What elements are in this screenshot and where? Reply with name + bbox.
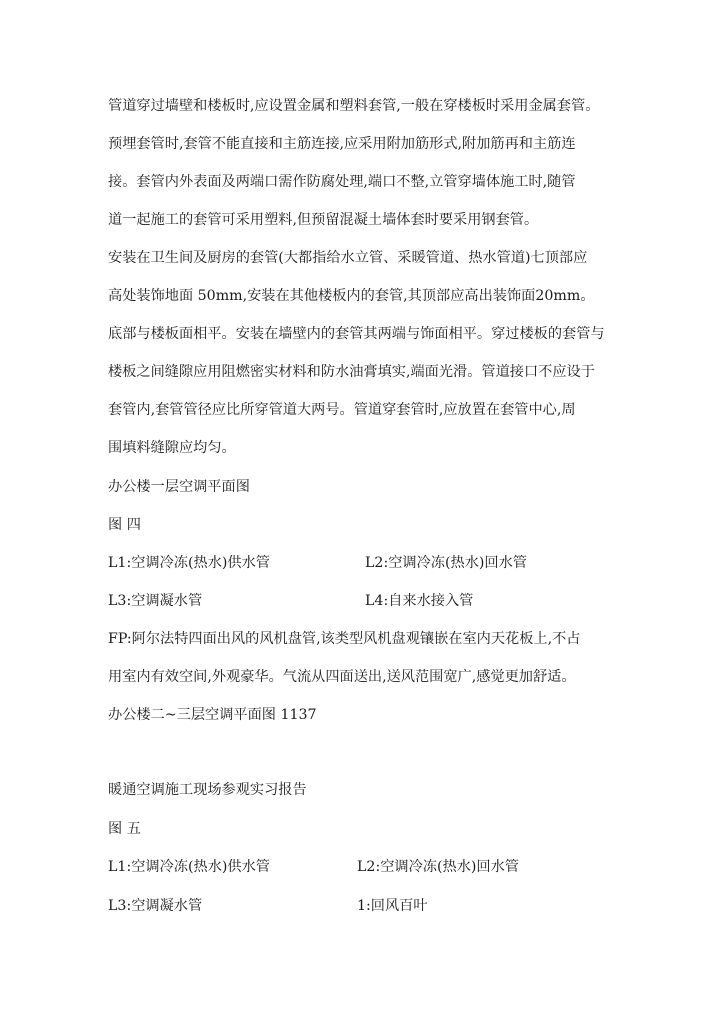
paragraph-line: 高处装饰地面 50mm,安装在其他楼板内的套管,其顶部应高出装饰面20mm。 [108,288,595,304]
legend-item-l3: L3:空调凝水管 [108,898,203,914]
paragraph-line: 道一起施工的套管可采用塑料,但预留混凝土墙体套时要采用钢套管。 [108,212,539,228]
report-title: 暖通空调施工现场参观实习报告 [108,782,307,798]
section-title: 办公楼二~三层空调平面图 1137 [108,707,317,723]
legend-item-l2: L2:空调冷冻(热水)回水管 [357,859,519,875]
paragraph-line: 管道穿过墙壁和楼板时,应设置金属和塑料套管,一般在穿楼板时采用金属套管。 [108,98,600,114]
paragraph-line: 围填料缝隙应均匀。 [108,440,236,456]
legend-item-l1: L1:空调冷冻(热水)供水管 [108,859,270,875]
legend-item-l1: L1:空调冷冻(热水)供水管 [108,555,270,571]
figure-label: 图 四 [108,517,141,533]
legend-item-l3: L3:空调凝水管 [108,593,203,609]
paragraph-line: 底部与楼板面相平。安装在墙壁内的套管其两端与饰面相平。穿过楼板的套管与 [108,326,605,342]
legend-item-return-louver: 1:回风百叶 [357,898,428,914]
paragraph-line: 预埋套管时,套管不能直接和主筋连接,应采用附加筋形式,附加筋再和主筋连 [108,136,576,152]
figure-label: 图 五 [108,821,141,837]
section-title: 办公楼一层空调平面图 [108,479,250,495]
paragraph-line: 套管内,套管管径应比所穿管道大两号。管道穿套管时,应放置在套管中心,周 [108,402,576,418]
fp-description-line: 用室内有效空间,外观豪华。气流从四面送出,送风范围宽广,感觉更加舒适。 [108,669,576,685]
legend-item-l4: L4:自来水接入管 [365,593,474,609]
paragraph-line: 接。套管内外表面及两端口需作防腐处理,端口不整,立管穿墙体施工时,随管 [108,174,576,190]
paragraph-line: 楼板之间缝隙应用阻燃密实材料和防水油膏填实,端面光滑。管道接口不应设于 [108,364,595,380]
fp-description-line: FP:阿尔法特四面出风的风机盘管,该类型风机盘观镶嵌在室内天花板上,不占 [108,631,581,647]
paragraph-line: 安装在卫生间及厨房的套管(大都指给水立管、采暖管道、热水管道)七顶部应 [108,250,588,266]
legend-item-l2: L2:空调冷冻(热水)回水管 [365,555,527,571]
